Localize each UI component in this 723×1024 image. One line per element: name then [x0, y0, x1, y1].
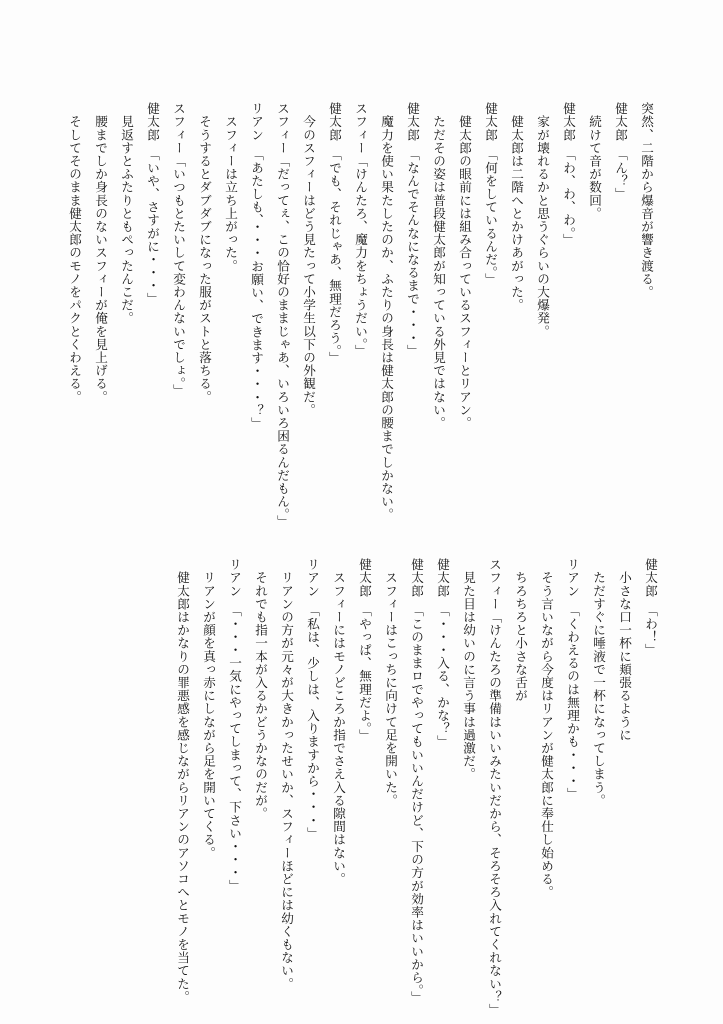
- text-line: 魔力を使い果たしたのか、ふたりの身長は健太郎の腰までしかない。: [379, 102, 394, 522]
- text-line: スフィー「だってぇ、この恰好のままじゃあ、いろいろ困るんだもん。」: [275, 102, 290, 528]
- text-line: 腰までしか身長のないスフィーが俺を見上げる。: [93, 102, 108, 404]
- text-line: スフィーは立ち上がった。: [223, 102, 238, 273]
- text-line: 健太郎 「何をしているんだ。」: [483, 102, 498, 286]
- text-line: 健太郎の眼前には組み合っているスフィーとリアン。: [457, 102, 472, 430]
- text-line: 突然、二階から爆音が響き渡る。: [639, 102, 654, 299]
- text-line: リアン 「あたしも、・・・お願い、できます・・・？」: [249, 102, 264, 430]
- text-line: そうするとダブダブになった服がストと落ちる。: [197, 102, 212, 404]
- text-line: そしてそのまま健太郎のモノをパクとくわえる。: [67, 102, 82, 404]
- text-line: スフィー「けんたろの準備はいいみたいだから、そろそろ入れてくれない？」: [487, 558, 502, 1017]
- text-line: 健太郎 「わ、わ、わ。」: [561, 102, 576, 247]
- text-line: それでも指一本が入るかどうかなのだが。: [253, 558, 268, 820]
- text-line: スフィーにはモノどころか指でさえ入る隙間はない。: [331, 558, 346, 886]
- text-line: 健太郎 「なんでそんなになるまで・・・」: [405, 102, 420, 358]
- text-line: 健太郎 「ん？」: [613, 102, 628, 201]
- text-line: 健太郎 「このままロでやってもいいんだけど、下の方が効率はいいから。」: [409, 558, 424, 1004]
- text-line: 健太郎 「でも、それじゃあ、無理だろう。」: [327, 102, 342, 365]
- text-line: 今のスフィーはどう見たって小学生以下の外観だ。: [301, 102, 316, 417]
- text-line: 健太郎はかなりの罪悪感を感じながらリアンのアソコへとモノを当てた。: [175, 558, 190, 1004]
- text-line: ただその姿は普段健太郎が知っている外見ではない。: [431, 102, 446, 430]
- text-line: スフィー「けんたろ、魔力をちょうだい。」: [353, 102, 368, 358]
- text-line: 見返すとふたりともぺったんこだ。: [119, 102, 134, 325]
- text-line: リアンの方が元々が大きかったせいか、スフィーほどには幼くもない。: [279, 558, 294, 991]
- text-line: そう言いながら今度はリアンが健太郎に奉仕し始める。: [539, 558, 554, 899]
- text-line: 小さな口一杯に頬張るように: [617, 558, 632, 742]
- text-line: 健太郎 「やっぱ、無理だよ。」: [357, 558, 372, 742]
- text-line: 続けて音が数回。: [587, 102, 602, 220]
- text-line: リアン 「・・・一気にやってしまって、下さい・・・」: [227, 558, 242, 893]
- text-line: スフィーはこっちに向けて足を開いた。: [383, 558, 398, 807]
- text-line: スフィー「いつもとたいして変わんないでしょ。」: [171, 102, 186, 397]
- upper-text-block: [61, 102, 659, 528]
- text-line: 健太郎は二階へとかけあがった。: [509, 102, 524, 312]
- text-line: 健太郎 「いや、さすがに・・・」: [145, 102, 160, 306]
- lower-text-block: [169, 558, 663, 1017]
- text-line: リアン 「私は、少しは、入りますから・・・」: [305, 558, 320, 840]
- text-line: ただすぐに唾液で一杯になってしまう。: [591, 558, 606, 807]
- text-line: 見た目は幼いのに言う事は過激だ。: [461, 558, 476, 781]
- text-line: 家が壊れるかと思うぐらいの大爆発。: [535, 102, 550, 338]
- text-line: 健太郎 「わ！」: [643, 558, 658, 657]
- text-line: リアン 「くわえるのは無理かも・・・」: [565, 558, 580, 801]
- text-line: 健太郎 「・・・入る、かな？」: [435, 558, 450, 749]
- text-line: ちろちろと小さな舌が: [513, 558, 528, 703]
- text-line: リアンが顔を真っ赤にしながら足を開いてくる。: [201, 558, 216, 860]
